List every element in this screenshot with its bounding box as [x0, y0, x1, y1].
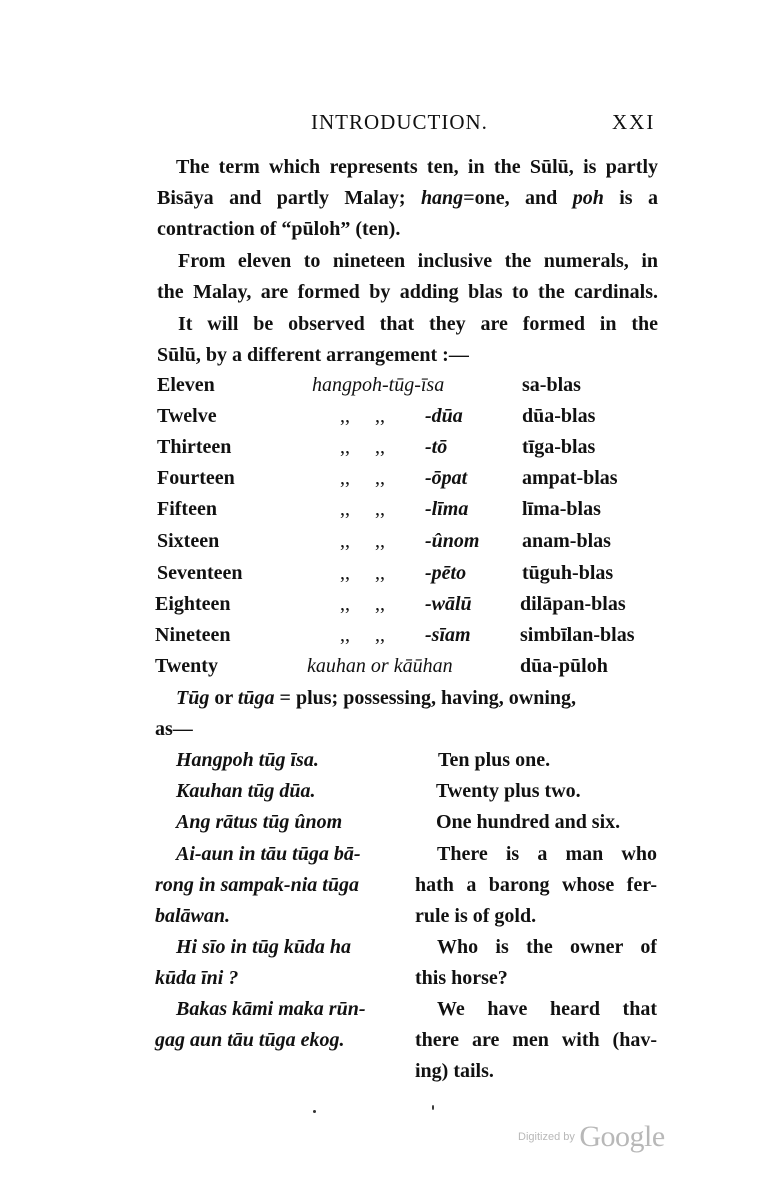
ditto-marks: ,, ,, [340, 530, 385, 552]
numeral-english: Seventeen [157, 562, 243, 584]
numeral-english: Sixteen [157, 530, 220, 552]
example-sulu: Kauhan tūg dūa. [176, 780, 316, 802]
example-english: One hundred and six. [436, 811, 621, 833]
paragraph-line: Bisāya and partly Malay; hang=one, and poh is a [157, 187, 658, 209]
example-english: Who is the owner of [437, 936, 657, 958]
numeral-suffix: -pēto [425, 562, 467, 584]
numeral-sulu [307, 654, 453, 678]
example-english: There is a man who [437, 843, 657, 865]
numeral-english: Nineteen [155, 624, 231, 646]
paragraph-line: From eleven to nineteen inclusive the numerals, in [178, 250, 658, 272]
numeral-malay: dūa-pūloh [520, 655, 608, 677]
ditto-marks: ,, ,, [340, 562, 385, 584]
tug-or: or [214, 687, 233, 709]
numeral-suffix: -līma [425, 498, 469, 520]
paragraph-line: contraction of “pūloh” (ten). [157, 218, 401, 240]
example-sulu: Hi sīo in tūg kūda ha [176, 936, 352, 958]
example-english: there are men with (hav- [415, 1029, 657, 1051]
numeral-english: Eleven [157, 374, 215, 396]
example-english: this horse? [415, 967, 508, 989]
numeral-suffix: -ûnom [425, 530, 480, 552]
numeral-malay: sa-blas [522, 374, 581, 396]
print-speck [432, 1105, 434, 1110]
numeral-malay: tūguh-blas [522, 562, 614, 584]
google-logo: Google [579, 1120, 665, 1153]
example-sulu: gag aun tāu tūga ekog. [155, 1029, 345, 1051]
numeral-sulu-variant: kāūhan [393, 655, 453, 677]
ditto-marks: ,, ,, [340, 593, 385, 615]
example-sulu: Bakas kāmi maka rūn- [176, 998, 366, 1020]
example-english: ing) tails. [415, 1060, 494, 1082]
numeral-malay: līma-blas [522, 498, 601, 520]
numeral-suffix: -dūa [425, 405, 463, 427]
example-sulu: kūda īni ? [155, 967, 239, 989]
example-english: Twenty plus two. [436, 780, 581, 802]
example-sulu: Ai-aun in tāu tūga bā- [176, 843, 361, 865]
watermark-prefix: Digitized by [518, 1131, 575, 1143]
paragraph-line: It will be observed that they are formed in the [178, 313, 658, 335]
example-sulu: rong in sampak-nia tūga [155, 874, 359, 896]
numeral-malay: simbīlan-blas [520, 624, 635, 646]
tug-meaning: = plus; possessing, having, owning, [279, 687, 577, 709]
page-number: XXI [612, 110, 656, 134]
as-label: as— [155, 718, 193, 740]
digitized-watermark [518, 1120, 665, 1154]
example-english: hath a barong whose fer- [415, 874, 657, 896]
numeral-malay: dūa-blas [522, 405, 596, 427]
print-speck [313, 1110, 316, 1113]
ditto-marks: ,, ,, [340, 467, 385, 489]
numeral-malay: dilāpan-blas [520, 593, 626, 615]
ditto-marks: ,, ,, [340, 624, 385, 646]
running-head-title: INTRODUCTION. [311, 110, 488, 134]
numeral-suffix: -wālū [425, 593, 472, 615]
paragraph-line: The term which represents ten, in the Sūlū, is partly [176, 156, 658, 178]
numeral-malay: tīga-blas [522, 436, 596, 458]
ditto-marks: ,, ,, [340, 436, 385, 458]
example-sulu: Ang rātus tūg ûnom [176, 811, 343, 833]
numeral-sulu-or: or [370, 655, 389, 677]
tuga-word: tūga [237, 687, 275, 709]
example-english: rule is of gold. [415, 905, 537, 927]
ditto-marks: ,, ,, [340, 405, 385, 427]
numeral-english: Eighteen [155, 593, 231, 615]
numeral-english: Thirteen [157, 436, 232, 458]
example-sulu: Hangpoh tūg īsa. [176, 749, 319, 771]
example-english: We have heard that [437, 998, 657, 1020]
numeral-english: Twelve [157, 405, 217, 427]
paragraph-line: the Malay, are formed by adding blas to the cardinals. [157, 281, 658, 303]
numeral-suffix: -tō [425, 436, 448, 458]
tug-definition [176, 686, 576, 710]
ditto-marks: ,, ,, [340, 498, 385, 520]
paragraph-line: Sūlū, by a different arrangement :— [157, 344, 469, 366]
example-english: Ten plus one. [438, 749, 551, 771]
numeral-sulu-variant: kauhan [307, 655, 366, 677]
tug-word: Tūg [176, 687, 210, 709]
numeral-english: Twenty [155, 655, 218, 677]
numeral-malay: ampat-blas [522, 467, 618, 489]
numeral-suffix: -ōpat [425, 467, 468, 489]
numeral-sulu: hangpoh-tūg-īsa [312, 374, 445, 396]
numeral-english: Fourteen [157, 467, 235, 489]
numeral-malay: anam-blas [522, 530, 611, 552]
numeral-suffix: -sīam [425, 624, 471, 646]
example-sulu: balāwan. [155, 905, 231, 927]
numeral-english: Fifteen [157, 498, 217, 520]
